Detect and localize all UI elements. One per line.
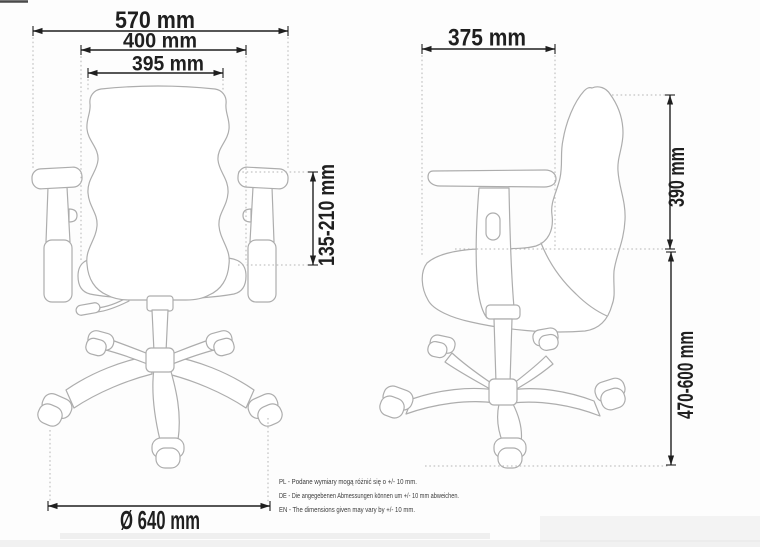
dim-label-base-diameter: Ø 640 mm <box>120 505 200 535</box>
front-backrest <box>87 86 229 300</box>
dim-label-overall-width: 570 mm <box>115 7 195 34</box>
side-seat-backrest <box>422 87 625 332</box>
tolerance-note-pl: PL - Podane wymiary mogą różnić się o +/- 10 mm. <box>279 477 417 486</box>
front-caster-upper-left <box>84 329 115 357</box>
front-left-armrest-button <box>69 209 77 222</box>
front-left-armrest-tube <box>44 240 72 302</box>
front-left-armrest-pad <box>32 167 83 190</box>
dim-label-backrest-height: 390 mm <box>664 125 689 207</box>
dim-seat-width <box>81 30 246 53</box>
tolerance-note-de: DE - Die angegebenen Abmessungen können um +/- 10 mm abweichen. <box>279 491 459 500</box>
chair-front-view <box>32 86 289 468</box>
front-right-armrest-button <box>243 209 251 222</box>
dim-label-seat-depth: 375 mm <box>448 24 526 52</box>
front-caster-center <box>152 438 184 468</box>
front-right-armrest-stem <box>250 187 274 242</box>
dim-label-armrest-height: 135-210 mm <box>314 140 339 266</box>
dim-label-backrest-width: 395 mm <box>132 52 204 76</box>
front-right-armrest-pad <box>238 167 289 190</box>
side-caster-left <box>377 383 415 420</box>
tolerance-note-en: EN - The dimensions given may vary by +/- 10 mm. <box>279 505 415 514</box>
dim-seat-depth <box>422 25 555 52</box>
chair-side-view <box>377 87 627 468</box>
front-left-armrest-stem <box>46 187 70 242</box>
dim-label-seat-width: 400 mm <box>123 29 197 53</box>
front-base-hub <box>146 348 174 372</box>
side-armrest-slot <box>486 213 500 240</box>
front-right-armrest-tube <box>248 240 276 302</box>
front-gas-lift <box>147 296 173 352</box>
side-gas-lift <box>486 305 520 383</box>
dim-backrest-height <box>664 95 689 249</box>
side-base-hub <box>489 379 517 405</box>
dim-base-diameter <box>48 505 270 535</box>
side-armrest-pad <box>428 170 556 187</box>
tolerance-notes <box>279 477 459 514</box>
side-caster-upper-right <box>532 327 559 352</box>
side-caster-right <box>593 376 628 412</box>
dim-seat-height <box>671 252 698 465</box>
dim-backrest-width <box>88 53 223 76</box>
dim-armrest-height <box>313 140 339 266</box>
side-caster-center <box>494 438 526 468</box>
front-caster-upper-right <box>204 329 235 357</box>
dim-label-seat-height: 470-600 mm <box>673 293 698 419</box>
